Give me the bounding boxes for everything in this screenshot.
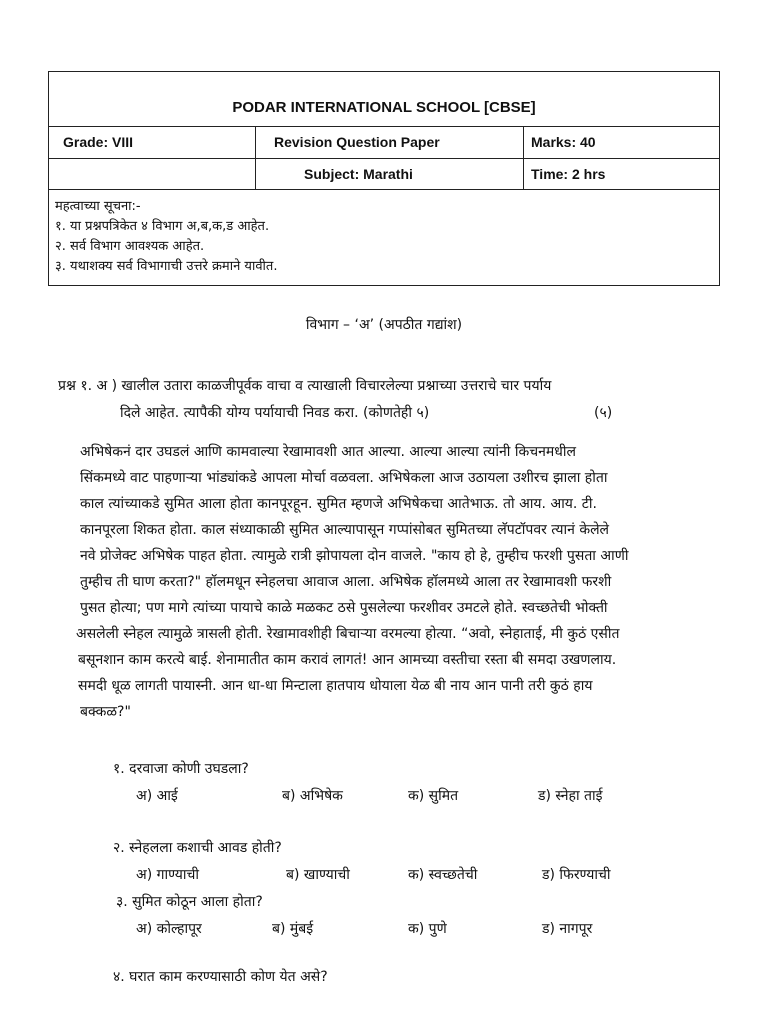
passage-line: सिंकमध्ये वाट पाहणाऱ्या भांड्यांकडे आपला मोर्चा वळवला. अभिषेकला आज उठायला उशीरच झाला होता — [80, 470, 608, 486]
mcq-2-option-a[interactable]: अ) गाण्याची — [136, 867, 200, 883]
mcq-question-3: ३. सुमित कोठून आला होता? — [116, 894, 263, 910]
paper-title-cell: Revision Question Paper — [274, 134, 440, 150]
instruction-item: १. या प्रश्नपत्रिकेत ४ विभाग अ,ब,क,ड आहेत. — [55, 219, 270, 234]
mcq-1-option-d[interactable]: ड) स्नेहा ताई — [538, 788, 603, 804]
mcq-1-option-c[interactable]: क) सुमित — [408, 788, 459, 804]
passage-line: पुसत होत्या; पण मागे त्यांच्या पायाचे काळे मळकट ठसे पुसलेल्या फरशीवर उमटले होते. स्वच्छतेची भोक्ती — [80, 600, 608, 616]
passage-line: असलेली स्नेहल त्यामुळे त्रासली होती. रेखामावशीही बिचाऱ्या वरमल्या होत्या. “अवो, स्नेहाताई, मी कुठं एसीत — [76, 626, 620, 642]
table-divider — [523, 126, 524, 189]
instruction-item: ३. यथाशक्य सर्व विभागाची उत्तरे क्रमाने यावीत. — [55, 259, 278, 274]
table-divider — [255, 126, 256, 189]
table-divider — [49, 158, 719, 159]
mcq-1-option-b[interactable]: ब) अभिषेक — [282, 788, 343, 804]
mcq-2-option-c[interactable]: क) स्वच्छतेची — [408, 867, 478, 883]
mcq-question-1: १. दरवाजा कोणी उघडला? — [113, 761, 249, 777]
passage-line: नवे प्रोजेक्ट अभिषेक पाहत होता. त्यामुळे रात्री झोपायला दोन वाजले. "काय हो हे, तुम्हीच फरशी पुसता आणी — [80, 548, 629, 564]
marks-cell: Marks: 40 — [531, 134, 596, 150]
mcq-3-option-b[interactable]: ब) मुंबई — [272, 921, 314, 937]
passage-line: काल त्यांच्याकडे सुमित आला होता कानपूरहून. सुमित म्हणजे अभिषेकचा आतेभाऊ. तो आय. आय. टी. — [80, 496, 597, 512]
question-prompt-line2: दिले आहेत. त्यापैकी योग्य पर्यायाची निवड करा. (कोणतेही ५) — [120, 405, 430, 421]
question-marks: (५) — [594, 405, 613, 421]
passage-line: कानपूरला शिकत होता. काल संध्याकाळी सुमित आल्यापासून गप्पांसोबत सुमितच्या लॅपटॉपवर त्यानं केलेले — [80, 522, 610, 538]
mcq-3-option-a[interactable]: अ) कोल्हापूर — [136, 921, 202, 937]
subject-cell: Subject: Marathi — [304, 166, 413, 182]
mcq-2-option-b[interactable]: ब) खाण्याची — [286, 867, 350, 883]
mcq-3-option-c[interactable]: क) पुणे — [408, 921, 447, 937]
school-name: PODAR INTERNATIONAL SCHOOL [CBSE] — [232, 99, 536, 116]
instruction-item: २. सर्व विभाग आवश्यक आहेत. — [55, 239, 205, 254]
passage-line: बक्कळ?" — [80, 704, 131, 720]
passage-line: बसूनशान काम करत्ये बाई. शेनामातीत काम करावं लागतं! आन आमच्या वस्तीचा रस्ता बी समदा उखणलाय. — [78, 652, 617, 668]
passage-line: समदी धूळ लागती पायास्नी. आन धा-धा मिन्टाला हातपाय धोयाला येळ बी नाय आन पानी तरी कुठं हाय — [78, 678, 593, 694]
mcq-2-option-d[interactable]: ड) फिरण्याची — [542, 867, 611, 883]
passage-line: अभिषेकनं दार उघडलं आणि कामवाल्या रेखामावशी आत आल्या. आल्या आल्या त्यांनी किचनमधील — [80, 444, 576, 460]
mcq-1-option-a[interactable]: अ) आई — [136, 788, 178, 804]
question-prompt: प्रश्न १. अ ) खालील उतारा काळजीपूर्वक वाचा व त्याखाली विचारलेल्या प्रश्नाच्या उत्तराचे चार पर्याय — [58, 378, 552, 394]
instructions — [55, 197, 277, 277]
mcq-3-option-d[interactable]: ड) नागपूर — [542, 921, 593, 937]
mcq-question-4: ४. घरात काम करण्यासाठी कोण येत असे? — [113, 969, 328, 985]
grade-cell: Grade: VIII — [63, 134, 134, 150]
instructions-title: महत्वाच्या सूचना:- — [55, 199, 141, 214]
header-table — [48, 71, 720, 286]
table-divider — [49, 126, 719, 127]
section-title: विभाग – ‘अ’ (अपठीत गद्यांश) — [305, 317, 463, 333]
mcq-question-2: २. स्नेहलला कशाची आवड होती? — [113, 840, 282, 856]
time-cell: Time: 2 hrs — [531, 166, 606, 182]
passage-line: तुम्हीच ती घाण करता?" हॉलमधून स्नेहलचा आवाज आला. अभिषेक हॉलमध्ये आला तर रेखामावशी फरशी — [80, 574, 612, 590]
table-divider — [49, 189, 719, 190]
